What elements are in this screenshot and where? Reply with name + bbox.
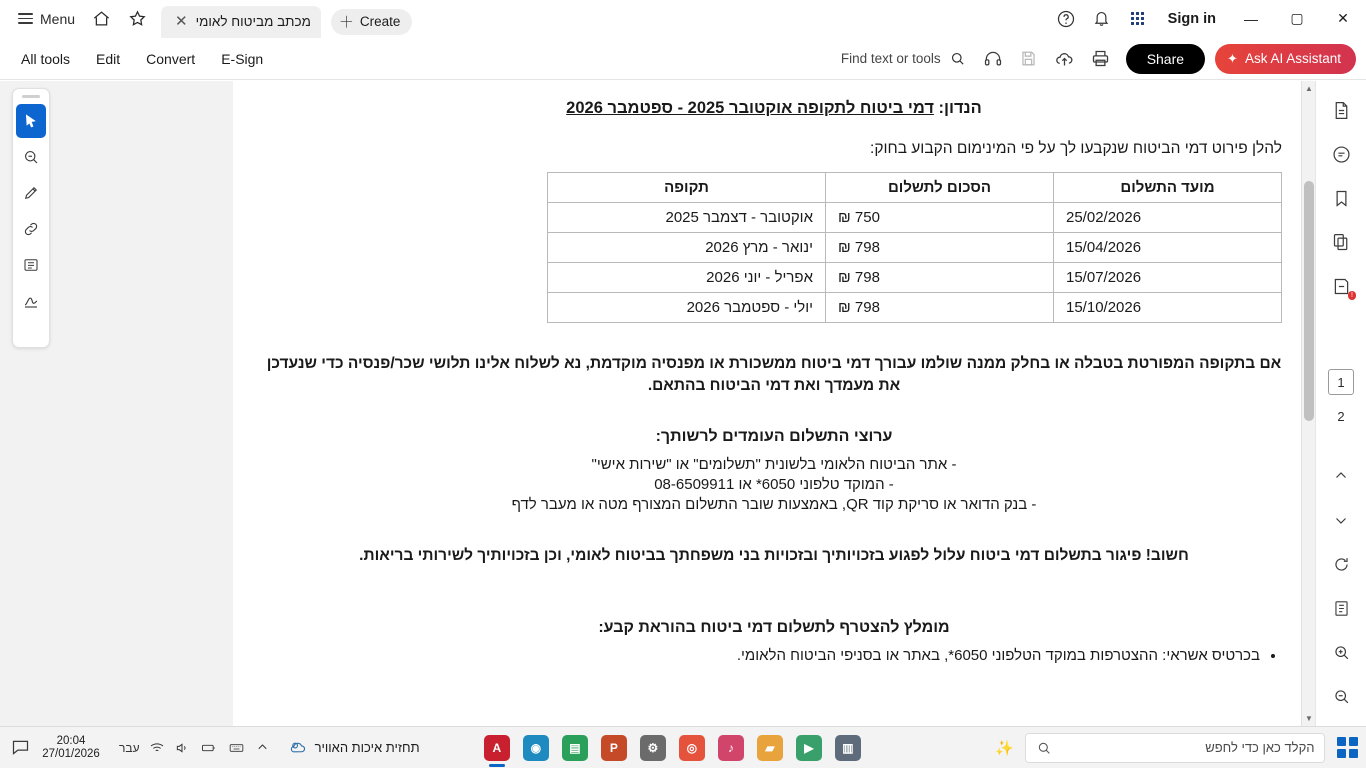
cell-period: ינואר - מרץ 2026 (548, 233, 826, 263)
cell-period: אפריל - יוני 2026 (548, 263, 826, 293)
create-label: Create (359, 14, 401, 29)
channels-heading: ערוצי התשלום העומדים לרשותך: (655, 427, 893, 445)
notes-icon: ▤ (569, 740, 581, 755)
taskbar-app-acrobat[interactable] (484, 735, 510, 761)
taskbar-app-video[interactable] (796, 735, 822, 761)
zoom-select-tool[interactable] (16, 140, 46, 174)
taskbar-app-layout[interactable] (835, 735, 861, 761)
page-thumbnails (1328, 369, 1354, 437)
search-icon (949, 50, 966, 67)
video-app-icon: ▶ (804, 740, 814, 755)
taskbar-apps (484, 735, 861, 761)
tab-bar (161, 0, 412, 38)
layout-app-icon: ▥ (842, 740, 854, 755)
maximize-button[interactable]: ▢ (1290, 10, 1304, 26)
wifi-icon[interactable] (149, 740, 165, 756)
taskbar-app-explorer[interactable] (757, 735, 783, 761)
title-bar-right (1048, 0, 1366, 38)
taskbar-tray (111, 740, 270, 756)
taskbar-app-browser[interactable] (523, 735, 549, 761)
media-player-icon: ♪ (727, 740, 734, 755)
select-tool[interactable] (16, 104, 46, 138)
pen-icon[interactable] (16, 176, 46, 210)
channel-item-phone: - המוקד טלפוני 6050* או 08-6509911 (654, 475, 894, 493)
taskbar-search-placeholder: הקלד כאן כדי לחפש (1205, 740, 1315, 755)
taskbar-app-settings[interactable] (640, 735, 666, 761)
chevron-up-icon[interactable] (1324, 459, 1358, 493)
ai-label: Ask AI Assistant (1244, 51, 1341, 66)
chevron-down-icon[interactable] (1324, 503, 1358, 537)
save-icon[interactable] (1012, 44, 1046, 74)
taskbar-app-powerpoint[interactable] (601, 735, 627, 761)
find-button[interactable] (833, 46, 974, 71)
link-icon[interactable] (16, 212, 46, 246)
document-lead: להלן פירוט דמי הביטוח שנקבעו לך על פי המינימום הקבוע בחוק: (870, 140, 1282, 157)
headphones-icon[interactable] (976, 44, 1010, 74)
volume-icon[interactable] (174, 740, 190, 756)
show-hidden-icons-icon[interactable] (255, 740, 270, 755)
taskbar-left (0, 735, 420, 761)
print-icon[interactable] (1084, 44, 1118, 74)
scrollbar-thumb[interactable] (1304, 181, 1314, 421)
zoom-out-icon[interactable] (1324, 679, 1358, 713)
close-window-button[interactable]: ✕ (1337, 10, 1349, 26)
browser-icon: ◉ (530, 740, 542, 755)
clock-date: 27/01/2026 (42, 747, 100, 760)
cell-period: אוקטובר - דצמבר 2025 (548, 203, 826, 233)
star-icon[interactable] (119, 4, 155, 34)
rail-drag-handle[interactable] (22, 95, 40, 98)
th-date: מועד התשלום (1054, 173, 1282, 203)
ask-ai-assistant-button[interactable] (1215, 44, 1356, 74)
cell-amount: 750 ₪ (826, 203, 1054, 233)
cell-amount: 798 ₪ (826, 263, 1054, 293)
channel-item-website: - אתר הביטוח הלאומי בלשונית "תשלומים" או "שירות אישי" (591, 455, 957, 473)
weather-label: תחזית איכות האוויר (314, 740, 420, 755)
zoom-in-icon[interactable] (1324, 635, 1358, 669)
text-edit-icon[interactable] (16, 248, 46, 282)
home-icon[interactable] (83, 4, 119, 34)
protect-icon[interactable] (1324, 269, 1358, 303)
share-button[interactable]: Share (1126, 44, 1205, 74)
taskbar-search-icon (1036, 740, 1052, 756)
channel-item-bank: - בנק הדואר או סריקת קוד QR, באמצעות שובר התשלום המצורף מטה או מעבר לדף (511, 495, 1037, 513)
file-explorer-icon: ▰ (765, 740, 775, 755)
rotate-icon[interactable] (1324, 547, 1358, 581)
menu-label: Menu (40, 10, 76, 27)
table-row (548, 233, 1282, 263)
document-subject (266, 99, 1282, 118)
keyboard-icon[interactable] (227, 740, 246, 756)
tab-convert[interactable]: Convert (146, 50, 196, 67)
right-tool-rail (1315, 81, 1366, 726)
chat-icon[interactable] (10, 737, 31, 758)
page-number-1[interactable]: 1 (1328, 369, 1354, 395)
taskbar-clock[interactable] (39, 735, 103, 761)
upload-cloud-icon[interactable] (1048, 44, 1082, 74)
organize-pages-icon[interactable] (1324, 225, 1358, 259)
subject-underline: דמי ביטוח לתקופה אוקטובר 2025 - ספטמבר 2026 (566, 99, 934, 117)
list-item: • בכרטיס אשראי: ההצטרפות במוקד הטלפוני 6050*, באתר או בסניפי הביטוח הלאומי. (266, 647, 1260, 664)
menu-button[interactable] (10, 6, 83, 31)
main-toolbar (0, 38, 1366, 80)
recommend-list (266, 647, 1282, 664)
find-label: Find text or tools (840, 51, 941, 66)
chrome-icon: ◎ (686, 740, 698, 755)
left-tool-rail (12, 88, 50, 348)
bell-icon[interactable] (1084, 4, 1120, 34)
table-row (548, 293, 1282, 323)
windows-taskbar (0, 726, 1366, 768)
cell-amount: 798 ₪ (826, 233, 1054, 263)
minimize-button[interactable]: — (1244, 10, 1258, 27)
cell-date: 25/02/2026 (1054, 203, 1282, 233)
plus-icon: ＋ (338, 14, 354, 31)
taskbar-app-notes[interactable] (562, 735, 588, 761)
payment-table (547, 172, 1282, 323)
acrobat-icon: A (492, 740, 502, 755)
cell-date: 15/04/2026 (1054, 233, 1282, 263)
th-period: תקופה (548, 173, 826, 203)
export-pdf-icon[interactable] (1324, 93, 1358, 127)
tab-esign[interactable]: E-Sign (221, 50, 264, 67)
tab-title: מכתב מביטוח לאומי (195, 14, 311, 29)
battery-icon[interactable] (199, 740, 218, 756)
comment-icon[interactable] (1324, 137, 1358, 171)
page-number-2[interactable]: 2 (1337, 408, 1345, 424)
cell-amount: 798 ₪ (826, 293, 1054, 323)
create-button[interactable] (331, 9, 413, 35)
pdf-page (233, 81, 1315, 726)
start-button[interactable] (1337, 737, 1358, 758)
app-grid-icon[interactable] (1120, 4, 1156, 34)
document-viewport[interactable] (0, 81, 1366, 726)
help-circle-icon[interactable] (1048, 4, 1084, 34)
recommend-heading: מומלץ להצטרף לתשלום דמי ביטוח בהוראת קבע: (598, 619, 950, 637)
powerpoint-icon: P (609, 740, 618, 755)
warning-paragraph: חשוב! פיגור בתשלום דמי ביטוח עלול לפגוע בזכויותיך ובזכויות בני משפחתך בביטוח לאומי, וכן בזכויותיך לשירותי בריאות. (359, 546, 1189, 564)
taskbar-app-media[interactable] (718, 735, 744, 761)
scroll-down-arrow-icon[interactable]: ▼ (1305, 714, 1313, 723)
language-indicator[interactable]: עבר (119, 740, 140, 755)
tab-edit[interactable]: Edit (96, 50, 121, 67)
table-row (548, 263, 1282, 293)
sparkle-icon: ✦ (1227, 50, 1238, 66)
document-tab[interactable] (161, 6, 321, 38)
document-scrollbar[interactable] (1301, 81, 1315, 726)
title-bar (0, 0, 1366, 38)
search-input[interactable] (1025, 733, 1325, 763)
cell-date: 15/07/2026 (1054, 263, 1282, 293)
th-amount: הסכום לתשלום (826, 173, 1054, 203)
table-row (548, 203, 1282, 233)
copilot-icon[interactable]: ✨ (995, 739, 1014, 757)
weather-widget[interactable] (278, 738, 420, 757)
subject-prefix: הנדון: (933, 99, 982, 117)
signature-icon[interactable] (16, 284, 46, 318)
taskbar-app-chrome[interactable] (679, 735, 705, 761)
taskbar-right (989, 733, 1366, 763)
cell-period: יולי - ספטמבר 2026 (548, 293, 826, 323)
cell-date: 15/10/2026 (1054, 293, 1282, 323)
paycheck-note: אם בתקופה המפורטת בטבלה או בחלק ממנה שולמו עבורך דמי ביטוח ממשכורת או מפנסיה מוקדמת, נא לשלוח אלינו תלושי שכר/פנסיה כדי שנעדכן את מעמדך ואת דמי הביטוח בהתאם. (266, 355, 1282, 395)
fit-page-icon[interactable] (1324, 591, 1358, 625)
bookmark-icon[interactable] (1324, 181, 1358, 215)
hamburger-icon (18, 10, 33, 27)
toolbar-right (833, 44, 1366, 74)
clock-time: 20:04 (56, 734, 86, 747)
sign-in-button[interactable]: Sign in (1167, 10, 1216, 27)
weather-icon (288, 738, 307, 757)
scroll-up-arrow-icon[interactable]: ▲ (1305, 84, 1313, 93)
table-header-row (548, 173, 1282, 203)
protect-badge: ! (1348, 291, 1356, 300)
tab-all-tools[interactable]: All tools (21, 50, 71, 67)
settings-gear-icon: ⚙ (647, 740, 659, 755)
tab-close-icon[interactable]: ✕ (175, 13, 188, 30)
